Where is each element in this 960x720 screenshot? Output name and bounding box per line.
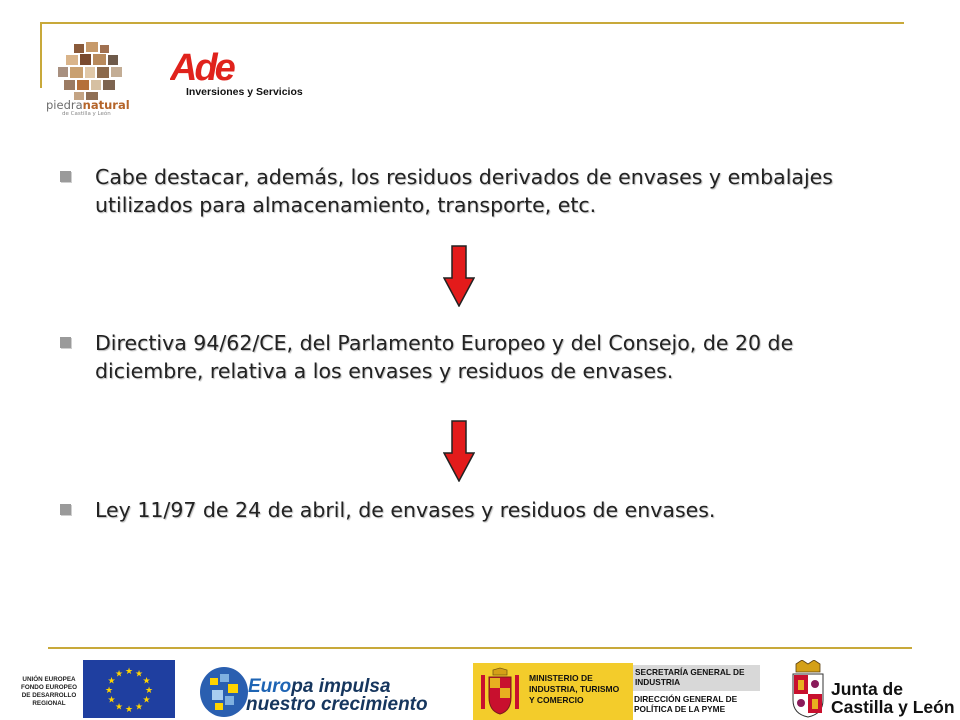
- svg-text:★: ★: [114, 702, 124, 713]
- svg-text:★: ★: [124, 667, 134, 677]
- ue-line: UNIÓN EUROPEA: [22, 676, 76, 683]
- svg-text:★: ★: [124, 705, 134, 715]
- bullet-text: Directiva 94/62/CE, del Parlamento Europeo y del Consejo, de 20 de diciembre, relativa a los envases y residuos de envases.: [95, 331, 794, 383]
- direccion-line: DIRECCIÓN GENERAL DE: [634, 694, 738, 704]
- secretaria-text: [633, 665, 760, 691]
- secretaria-line: SECRETARÍA GENERAL DE: [635, 667, 745, 677]
- svg-text:★: ★: [144, 686, 154, 696]
- ue-line: REGIONAL: [32, 700, 66, 707]
- piedra-word-part1: piedra: [46, 98, 83, 112]
- ministerio-line: Y COMERCIO: [529, 695, 584, 705]
- europa-word-3: impulsa: [318, 676, 391, 697]
- bottom-rule: [48, 647, 912, 649]
- ade-subtitle: Inversiones y Servicios: [186, 86, 303, 98]
- junta-line: Junta de: [831, 679, 903, 699]
- svg-text:★: ★: [107, 695, 116, 706]
- europa-impulsa-line2: nuestro crecimiento: [246, 694, 428, 715]
- top-rule-tick: [40, 22, 42, 88]
- svg-text:★: ★: [107, 676, 116, 687]
- down-arrow-icon: [443, 245, 475, 307]
- ade-logo-text: Ade: [170, 48, 233, 84]
- svg-text:★: ★: [134, 702, 144, 713]
- svg-text:★: ★: [104, 686, 114, 696]
- europa-word-1: Euro: [248, 676, 292, 697]
- svg-text:★: ★: [134, 669, 144, 680]
- direccion-text: [634, 694, 760, 714]
- ue-line: DE DESARROLLO: [21, 692, 77, 699]
- union-europea-text: [18, 676, 80, 708]
- bullet-marker-icon: [60, 171, 71, 182]
- ministerio-line: MINISTERIO DE: [529, 673, 593, 683]
- bullet-marker-icon: [60, 504, 71, 515]
- svg-text:★: ★: [142, 676, 151, 687]
- spain-coat-of-arms-icon: [477, 667, 523, 717]
- bullet-text: Ley 11/97 de 24 de abril, de envases y residuos de envases.: [95, 498, 716, 522]
- ministerio-line: INDUSTRIA, TURISMO: [529, 684, 620, 694]
- piedranatural-subtitle: de Castilla y León: [62, 111, 111, 117]
- junta-line: Castilla y León: [831, 697, 955, 717]
- piedra-word-part2: natural: [82, 98, 130, 112]
- eu-flag-icon: [83, 660, 175, 718]
- ministerio-text: [529, 673, 619, 706]
- piedranatural-wordmark: [46, 98, 130, 112]
- bullet-marker-icon: [60, 337, 71, 348]
- ue-line: FONDO EUROPEO: [21, 684, 77, 691]
- secretaria-line: INDUSTRIA: [635, 677, 681, 687]
- europa-word-2: pa: [291, 676, 314, 697]
- top-rule: [40, 22, 904, 24]
- junta-castilla-leon-text: [831, 680, 955, 716]
- ministerio-logo: [473, 663, 633, 720]
- down-arrow-icon: [443, 420, 475, 482]
- svg-text:★: ★: [114, 669, 124, 680]
- svg-text:★: ★: [142, 695, 151, 706]
- bullet-text: Cabe destacar, además, los residuos derivados de envases y embalajes utilizados para almacenamiento, transporte, etc.: [95, 165, 833, 217]
- ade-logo-icon: [170, 48, 250, 84]
- direccion-line: POLÍTICA DE LA PYME: [634, 704, 726, 714]
- castilla-leon-shield-icon: [790, 660, 826, 718]
